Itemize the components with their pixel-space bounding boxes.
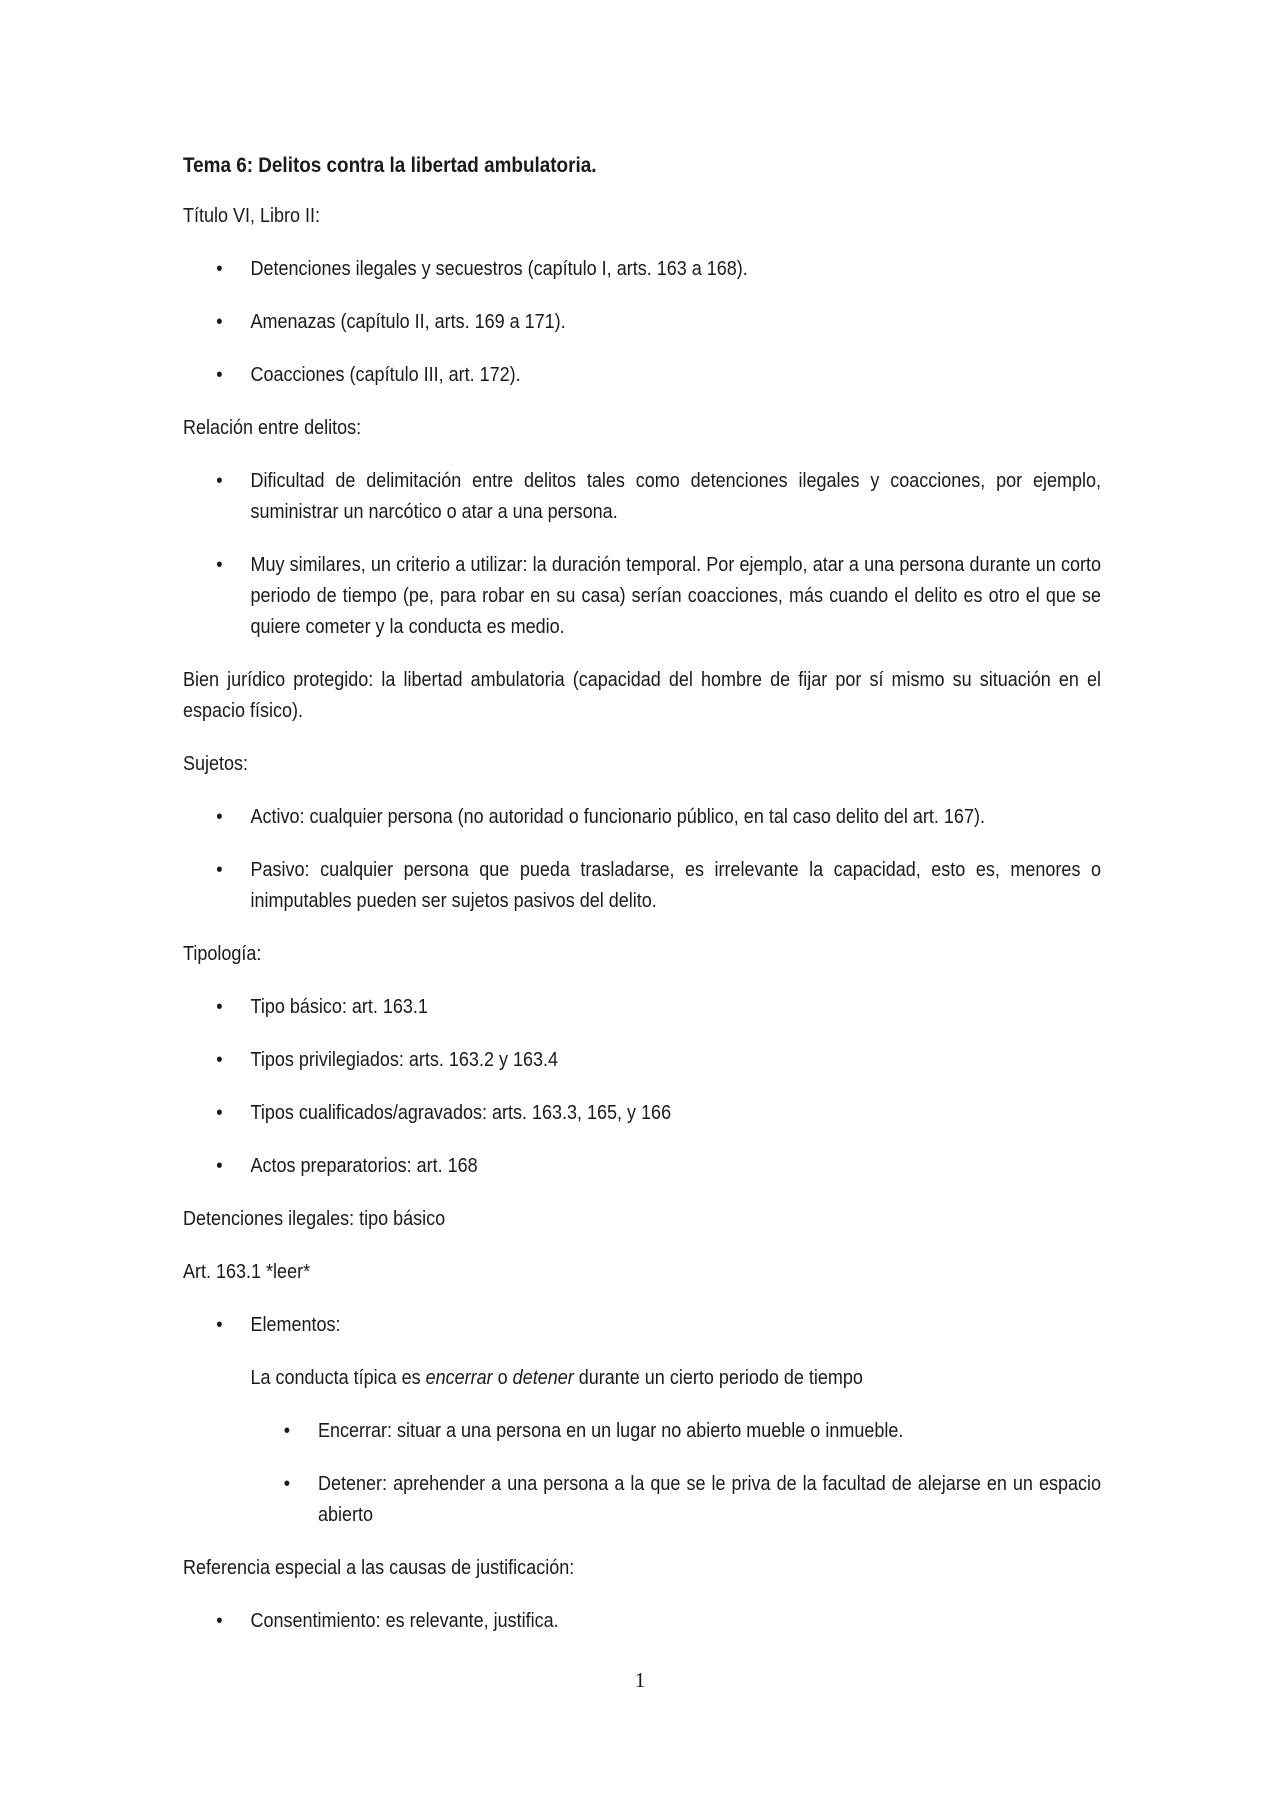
bullet: • [216,364,223,386]
conducta-list [183,1416,1101,1531]
sujetos-heading: Sujetos: [183,753,249,775]
tipologia-heading: Tipología: [183,943,262,965]
detenciones-heading: Detenciones ilegales: tipo básico [183,1208,446,1230]
bullet: • [216,1102,223,1124]
list-item: • Tipos cualificados/agravados: arts. 163.3, 165, y 166 [183,1098,1101,1129]
list-item: • Detenciones ilegales y secuestros (capítulo I, arts. 163 a 168). [183,254,1101,285]
bullet: • [216,258,223,280]
chapters-list [183,254,1101,391]
document-body [183,150,1101,1659]
list-item: • Amenazas (capítulo II, arts. 169 a 171). [183,307,1101,338]
bullet: • [216,1610,223,1632]
bullet: • [216,470,223,492]
list-item: • Pasivo: cualquier persona que pueda trasladarse, es irrelevante la capacidad, esto es, menores o inimputables pueden ser sujetos pasivos del delito. [183,855,1101,917]
bullet: • [216,1049,223,1071]
elementos-list [183,1310,1101,1341]
list-item: • Actos preparatorios: art. 168 [183,1151,1101,1182]
sujetos-list [183,802,1101,917]
bullet: • [216,1155,223,1177]
detener-term: detener [512,1367,574,1389]
list-item: • Consentimiento: es relevante, justifica. [183,1606,1101,1637]
list-item: • Muy similares, un criterio a utilizar: la duración temporal. Por ejemplo, atar a una persona durante un corto periodo de tiempo (pe, para robar en su casa) serían coacciones, más cuando el delito es otro el que se quiere cometer y la conducta es medio. [183,550,1101,643]
relacion-list [183,466,1101,643]
document-title: Tema 6: Delitos contra la libertad ambulatoria. [183,154,597,177]
list-item: • Tipos privilegiados: arts. 163.2 y 163.4 [183,1045,1101,1076]
bullet: • [216,311,223,333]
referencia-heading: Referencia especial a las causas de justificación: [183,1557,575,1579]
bullet: • [216,996,223,1018]
list-item: • Detener: aprehender a una persona a la que se le priva de la facultad de alejarse en un espacio abierto [183,1469,1101,1531]
titulo-line: Título VI, Libro II: [183,205,321,227]
bullet: • [216,859,223,881]
tipologia-list [183,992,1101,1182]
relacion-heading: Relación entre delitos: [183,417,362,439]
bullet: • [216,554,223,576]
list-item: • Elementos: [183,1310,1101,1341]
justificacion-list [183,1606,1101,1637]
list-item: • Encerrar: situar a una persona en un lugar no abierto mueble o inmueble. [183,1416,1101,1447]
art-line: Art. 163.1 *leer* [183,1261,311,1283]
conducta-paragraph: La conducta típica es encerrar o detener durante un cierto periodo de tiempo [250,1367,863,1389]
bullet: • [216,1314,223,1336]
list-item: • Activo: cualquier persona (no autoridad o funcionario público, en tal caso delito del art. 167). [183,802,1101,833]
list-item: • Coacciones (capítulo III, art. 172). [183,360,1101,391]
list-item: • Dificultad de delimitación entre delitos tales como detenciones ilegales y coacciones, por ejemplo, suministrar un narcótico o atar a una persona. [183,466,1101,528]
bullet: • [283,1473,291,1495]
bullet: • [216,806,223,828]
bullet: • [283,1420,291,1442]
page-number: 1 [634,1668,646,1692]
bien-juridico-paragraph: Bien jurídico protegido: la libertad ambulatoria (capacidad del hombre de fijar por sí mismo su situación en el espacio físico). [183,669,1101,722]
list-item: • Tipo básico: art. 163.1 [183,992,1101,1023]
encerrar-term: encerrar [425,1367,493,1389]
